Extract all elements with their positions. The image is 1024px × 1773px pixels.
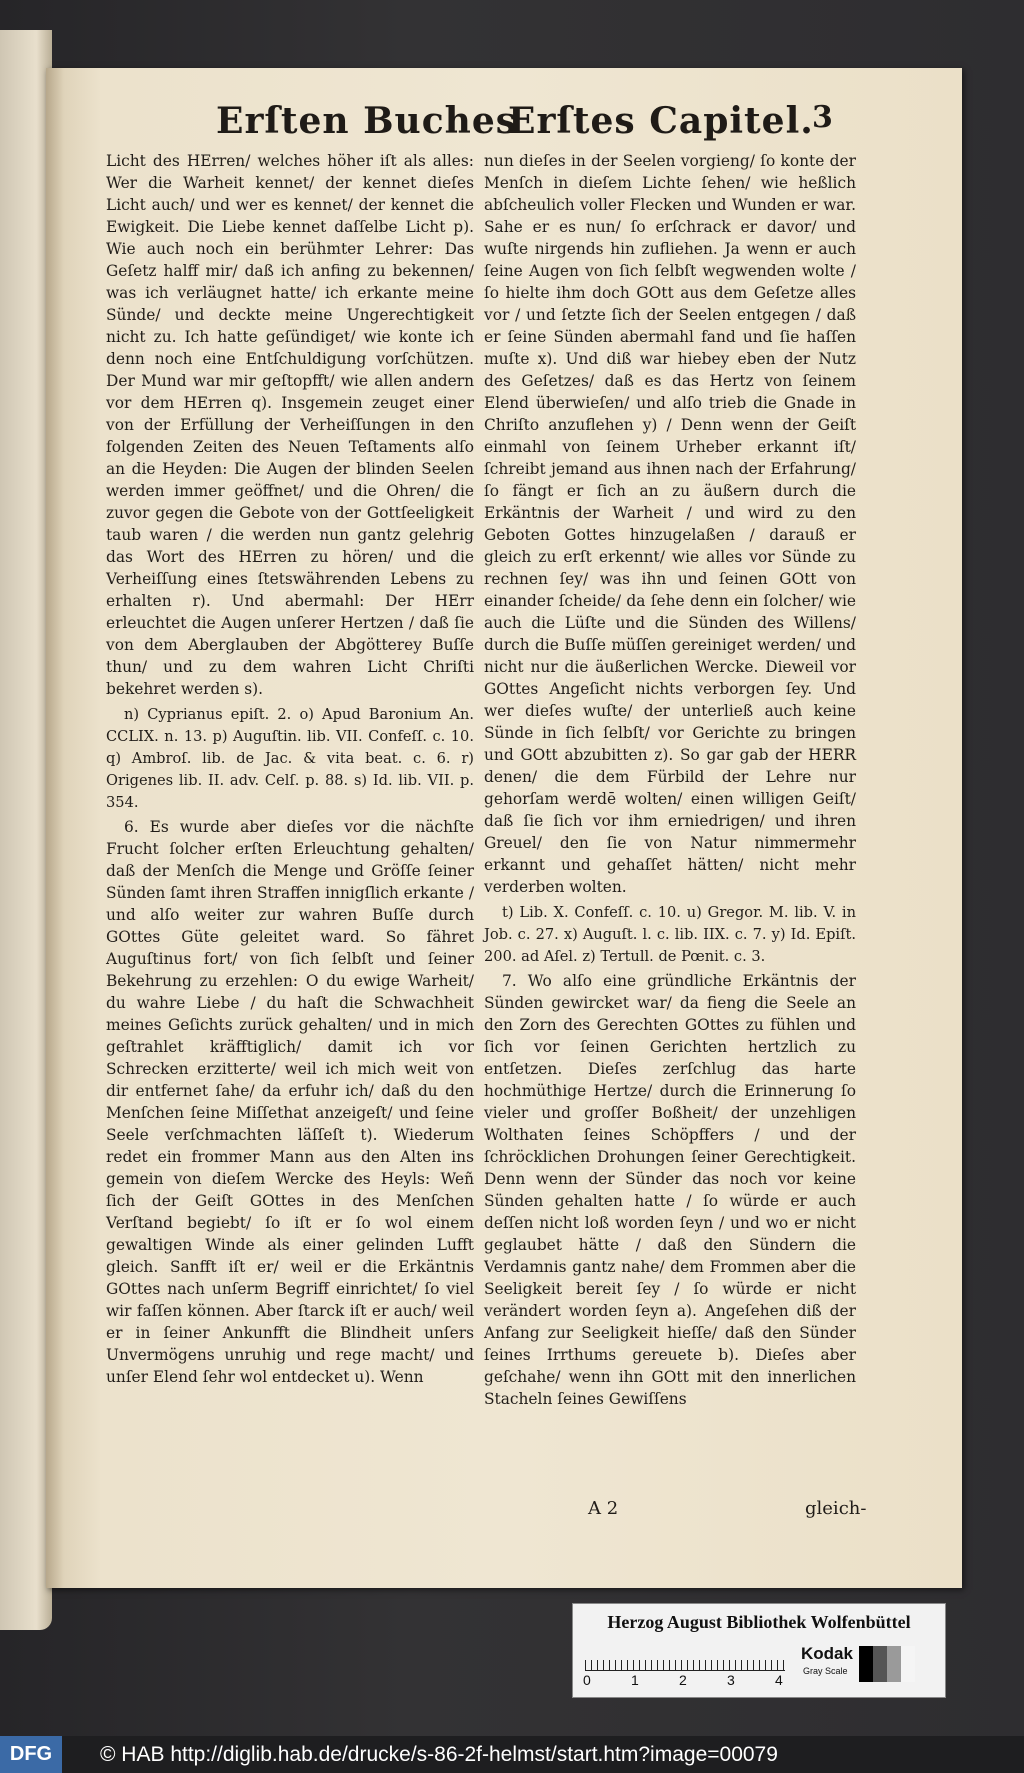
right-main-text: nun dieſes in der Seelen vorgieng/ ſo konte der Menſch in dieſem Lichte ſehen/ wie heßlich abſcheulich voller Flecken und Wunden er war. Sahe er es nun/ ſo erſchrack er davor/ und wuſte nirgends hin zufliehen. Ja wenn er auch ſeine Augen von ſich ſelbſt wegwenden wolte / ſo hielte ihm doch GOtt aus dem Geſetze alles vor / und ſetzte ſich der Seelen entgegen / daß er ſeine Sünden abermahl fand und ſie haſſen muſte x). Und diß war hiebey eben der Nutz des Geſetzes/ daß es das Hertz von ſeinem Elend überwieſen/ und alſo trieb die Gnade in Chriſto anzuflehen y) / Denn wenn der Geiſt einmahl von ſeinem Urheber erkannt iſt/ ſchreibt jemand aus ihnen nach der Erfahrung/ ſo fängt er ſich an zu äußern durch die Erkäntnis der Warheit / und wird zu den Geboten Gottes hinzugelaßen / darauß er gleich zu erſt erkennt/ wie alles vor Sünde zu rechnen ſey/ was ihn und ſeinen GOtt von einander ſcheide/ da ſehe denn ein ſolcher/ wie auch die Lüſte und die Sünden des Willens/ durch die Buſſe müſſen gereiniget werden/ und nicht nur die äußerlichen Wercke. Dieweil vor GOttes Angeſicht nichts verborgen ſey. Und wer dieſes wuſte/ der unterließ auch keine Sünde in ſich ſelbſt/ vor Gerichte zu bringen und GOtt abzubitten z). So gar gab der HERR denen/ die dem Fürbild der Lehre nur gehorſam werdē wolten/ einen willigen Geiſt/ daß ſie ſich vor ihm erniedrigen/ und ihren Greuel/ den ſie von Natur nimmermehr erkannt und gehaſſet hätten/ nicht mehr verderben wolten.	[484, 152, 856, 896]
header-center-title: Erſtes Capitel.	[508, 100, 814, 142]
header-left-title: Erſten Buches	[216, 100, 517, 142]
library-name: Herzog August Bibliothek Wolfenbüttel	[607, 1612, 911, 1632]
left-footnotes: n) Cyprianus epiſt. 2. o) Apud Baronium An. CCLIX. n. 13. p) Auguſtin. lib. VII. Confeſſ. c. 10. q) Ambroſ. lib. de Jac. & vita beat. c. 6. r) Origenes lib. II. adv. Celſ. p. 88. s) Id. lib. VII. p. 354.	[106, 706, 474, 811]
running-header	[0, 100, 1024, 150]
paragraph-6: 6. Es wurde aber dieſes vor die nächſte Frucht ſolcher erſten Erleuchtung gehalten/ daß der Menſch die Menge und Gröſſe ſeiner Sünden ſamt ihren Straffen innigſlich erkante / und alſo weiter zur wahren Buſſe durch GOttes Güte geleitet ward. So fähret Auguſtinus fort/ von ſich ſelbſt und ſeiner Bekehrung zu erzehlen: O du ewige Warheit/ du wahre Liebe / du haſt die Schwachheit meines Geſichts zurück gehalten/ und in mich geſtrahlet kräfftiglich/ damit ich vor Schrecken erzitterte/ weil ich mich weit von dir entfernet ſahe/ da erfuhr ich/ daß du den Menſchen ſeine Miſſethat anzeigeſt/ und ſeine Seele verſchmachten läſſeſt t). Wiederum redet ein frommer Mann aus den Alten ins gemein von dieſem Wercke des Heyls: Weñ ſich der Geiſt GOttes in des Menſchen Verſtand begiebt/ ſo iſt er ſo wol einem gewaltigen Winde als einer gelinden Lufft gleich. Sanfft iſt er/ weil er die Erkäntnis GOttes nach unſerm Begriff einrichtet/ ſo viel wir faſſen können. Aber ſtarck iſt er auch/ weil er in ſeiner Ankunfft die Blindheit unſers Unvermögens unruhig und rege macht/ und unſer Elend ſehr wol entdecket u). Wenn	[106, 818, 474, 1386]
ruler-number: 3	[727, 1672, 735, 1688]
viewer-bottom-bar	[0, 1736, 1024, 1773]
catchword: gleich-	[805, 1498, 867, 1519]
right-footnotes: t) Lib. X. Confeſſ. c. 10. u) Gregor. M. lib. V. in Job. c. 27. x) Auguſt. l. c. lib. IIX. c. 7. y) Id. Epiſt. 200. ad Aſel. z) Tertull. de Pœnit. c. 3.	[484, 904, 856, 965]
ruler-number: 1	[631, 1672, 639, 1688]
gray-swatches	[859, 1646, 915, 1682]
left-main-text: Licht des HErren/ welches höher iſt als alles: Wer die Warheit kennet/ der kennet dieſes Licht auch/ und wer es kennet/ der kennet die Ewigkeit. Die Liebe kennet daſſelbe Licht p). Wie auch noch ein berühmter Lehrer: Das Geſetz halff mir/ daß ich anfing zu bekennen/ was ich verläugnet hatte/ ich erkante meine Sünde/ und deckte meine Ungerechtigkeit nicht zu. Ich hatte geſündiget/ wie konte ich denn noch eine Entſchuldigung vorſchützen. Der Mund war mir geſtopfft/ wie allen andern vor dem HErren q). Insgemein zeuget einer von der Erfüllung der Verheiſſungen in den folgenden Zeiten des Neuen Teſtaments alſo an die Heyden: Die Augen der blinden Seelen werden immer geöffnet/ und die Ohren/ die zuvor gegen die Gebote von der Gottſeeligkeit taub waren / die werden nun gantz gelehrig das Wort des HErren zu hören/ und die Verheiſſung eines ſtetswährenden Lebens zu erhalten r). Und abermahl: Der HErr erleuchtet die Augen unſerer Hertzen / daß ſie von dem Aberglauben der Abgötterey Buſſe thun/ und zu dem wahren Licht Chriſti bekehret werden s).	[106, 152, 474, 698]
signature-mark: A 2	[588, 1498, 619, 1519]
scale-ruler	[585, 1648, 785, 1671]
ruler-number: 2	[679, 1672, 687, 1688]
right-column	[484, 150, 856, 1410]
copyright-link[interactable]: © HAB http://diglib.hab.de/drucke/s-86-2f-helmst/start.htm?image=00079	[100, 1743, 778, 1766]
ruler-numbers	[583, 1672, 903, 1692]
page-number: 3	[812, 100, 834, 135]
ruler-number: 0	[583, 1672, 591, 1688]
page-gutter-shadow	[46, 68, 64, 1588]
gray-swatch	[873, 1646, 887, 1682]
dfg-logo: DFG	[0, 1736, 62, 1773]
previous-page-edge	[0, 30, 52, 1630]
gray-swatch	[887, 1646, 901, 1682]
kodak-logo: Kodak	[801, 1644, 853, 1663]
gray-swatch	[859, 1646, 873, 1682]
gray-scale-label: Gray Scale	[803, 1666, 848, 1676]
color-reference-card	[572, 1603, 946, 1698]
ruler-number: 4	[775, 1672, 783, 1688]
paragraph-7: 7. Wo alſo eine gründliche Erkäntnis der Sünden gewircket war/ da fieng die Seele an den Zorn des Gerechten GOttes zu fühlen und ſich vor ſeinen Gerichten hertzlich zu entſetzen. Dieſes zerſchlug das harte hochmüthige Hertze/ durch die Erinnerung ſo vieler und groſſer Boßheit/ der unzehligen Wolthaten ſeines Schöpffers / und der ſchröcklichen Drohungen ſeiner Gerechtigkeit. Denn wenn der Sünder das noch vor keine Sünden gehalten hatte / ſo würde er auch deſſen nicht loß worden ſeyn / und wo er nicht geglaubet hätte / daß den Sündern die Verdamnis gantz nahe/ dem Frommen aber die Seeligkeit bereit ſey / ſo würde er nicht verändert worden ſeyn a). Angeſehen diß der Anfang zur Seeligkeit hieſſe/ daß den Sünder ſeines Irrthums gereuete b). Dieſes aber geſchahe/ wenn ihn GOtt mit den innerlichen Stacheln ſeines Gewiſſens	[484, 972, 856, 1408]
gray-swatch	[901, 1646, 915, 1682]
left-column	[106, 150, 474, 1388]
